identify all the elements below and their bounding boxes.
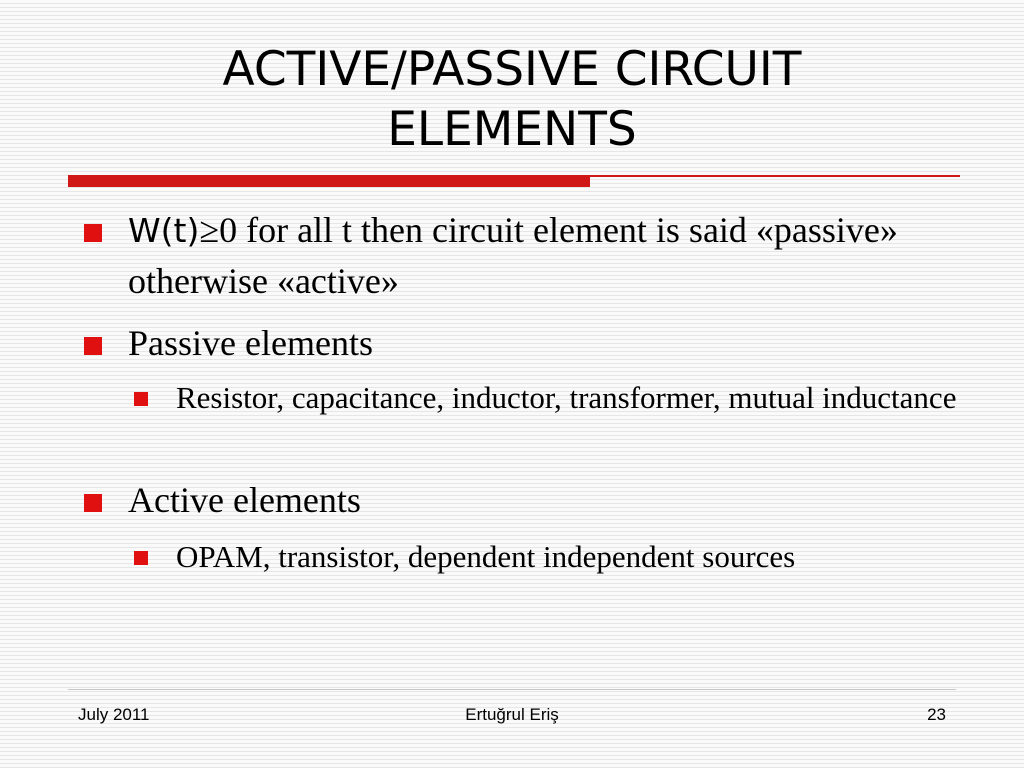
sub-bullet-active-list (176, 535, 966, 579)
title-underline-thick (68, 175, 590, 187)
square-bullet-icon (84, 494, 102, 512)
title-line-1: ACTIVE/PASSIVE CIRCUIT (222, 42, 802, 97)
bullet-text: ≥0 for all t then circuit element is said «passive» otherwise «active» (128, 210, 898, 301)
bullet-text: Active elements (128, 480, 361, 520)
bullet-power-definition (128, 205, 948, 307)
square-bullet-icon (134, 551, 148, 565)
bullet-text: Resistor, capacitance, inductor, transformer, mutual inductance (176, 380, 957, 415)
bullet-text: Passive elements (128, 323, 373, 363)
square-bullet-icon (84, 224, 102, 242)
bullet-active-elements (128, 475, 948, 526)
square-bullet-icon (134, 392, 148, 406)
bullet-text: OPAM, transistor, dependent independent sources (176, 539, 796, 574)
footer-divider (68, 689, 956, 690)
footer-date: July 2011 (78, 705, 150, 724)
square-bullet-icon (84, 337, 102, 355)
title-line-2: ELEMENTS (387, 102, 637, 157)
bullet-passive-elements (128, 318, 948, 369)
slide-title (80, 40, 944, 160)
footer-page-number: 23 (927, 705, 946, 724)
power-function: W(t) (128, 211, 200, 250)
footer-author: Ertuğrul Eriş (465, 705, 559, 724)
sub-bullet-passive-list (176, 376, 966, 420)
title-underline-thin (590, 175, 960, 177)
